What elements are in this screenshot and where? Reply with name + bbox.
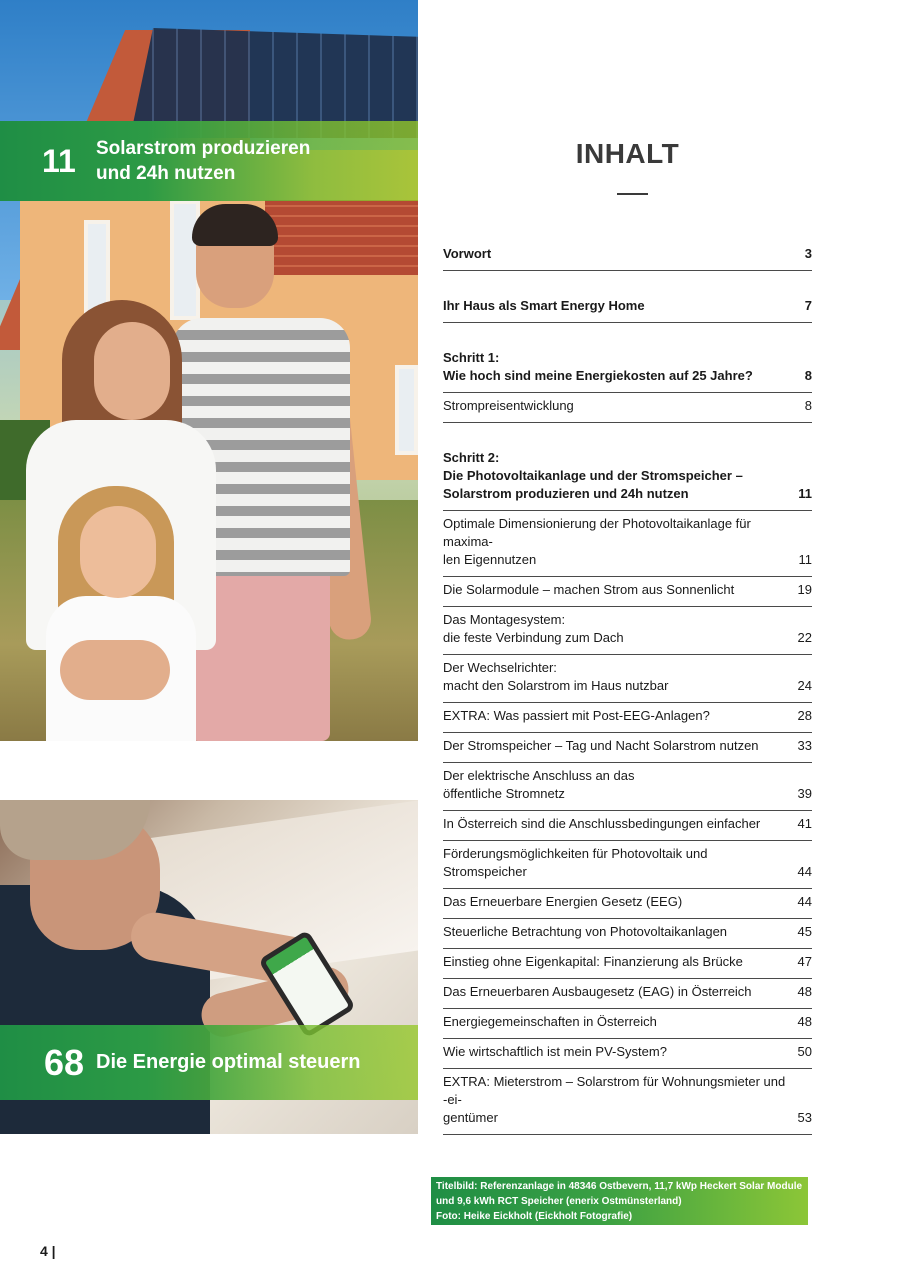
toc-entry-label: In Österreich sind die Anschlussbedingungen einfacher [443,816,761,831]
toc-entry-label: Förderungsmöglichkeiten für Photovoltaik und Stromspeicher [443,846,708,879]
toc-entry-page: 8 [804,368,812,383]
chapter-page-number: 68 [44,1041,85,1083]
toc-entry-label: Der Stromspeicher – Tag und Nacht Solarstrom nutzen [443,738,759,753]
toc-entry-label: Der elektrische Anschluss an das öffentliche Stromnetz [443,768,635,801]
man-hair [192,204,278,246]
toc-entry-page: 47 [797,954,812,969]
toc-entry-page: 41 [797,816,812,831]
photo-credit-caption [431,1177,808,1225]
toc-entry[interactable] [443,655,812,703]
girl-face [80,506,156,598]
toc-entry-page: 3 [804,246,812,261]
toc-entry-page: 44 [797,864,812,879]
toc-entry-page: 28 [797,708,812,723]
title-divider [617,193,648,195]
page-number: 4 | [40,1243,56,1259]
toc-entry-page: 24 [797,678,812,693]
toc-entry[interactable] [443,393,812,423]
toc-entry-page: 8 [804,398,812,413]
chapter-banner-title-text: Solarstrom produzieren und 24h nutzen [96,138,311,184]
toc-entry[interactable] [443,1009,812,1039]
toc-entry[interactable] [443,703,812,733]
toc-entry-page: 33 [797,738,812,753]
toc-entry-label: Steuerliche Betrachtung von Photovoltaikanlagen [443,924,728,939]
table-of-contents [443,240,812,1135]
house-window [395,365,418,455]
toc-entry-label: Ihr Haus als Smart Energy Home [443,298,645,313]
chapter-banner-energie[interactable] [0,1025,418,1100]
toc-entry-label: Das Erneuerbaren Ausbaugesetz (EAG) in Österreich [443,984,752,999]
hands [60,640,170,700]
house-roof-tiles [265,200,418,275]
toc-entry[interactable] [443,763,812,811]
toc-entry[interactable] [443,1069,812,1135]
toc-entry-page: 19 [797,582,812,597]
toc-entry-label: Wie wirtschaftlich ist mein PV-System? [443,1044,667,1059]
toc-entry[interactable] [443,511,812,577]
toc-entry[interactable] [443,841,812,889]
toc-entry-label: EXTRA: Mieterstrom – Solarstrom für Wohnungsmieter und -ei- gentümer [443,1074,786,1125]
toc-entry[interactable] [443,1039,812,1069]
toc-entry-page: 48 [797,984,812,999]
toc-entry-label: Optimale Dimensionierung der Photovoltaikanlage für maxima- len Eigennutzen [443,516,751,567]
toc-entry-label: Der Wechselrichter: macht den Solarstrom im Haus nutzbar [443,660,669,693]
caption-line: Titelbild: Referenzanlage in 48346 Ostbevern, 11,7 kWp Heckert Solar Module [436,1181,803,1192]
toc-entry[interactable] [443,811,812,841]
caption-line: Foto: Heike Eickholt (Eickholt Fotografie) [436,1211,633,1222]
chapter-page-number: 11 [42,142,76,179]
chapter-banner-title [96,136,310,186]
toc-entry[interactable] [443,345,812,393]
caption-line: und 9,6 kWh RCT Speicher (enerix Ostmünsterland) [436,1196,682,1207]
toc-entry[interactable] [443,949,812,979]
toc-entry-page: 11 [798,486,812,501]
toc-entry-page: 11 [798,552,812,567]
toc-entry[interactable] [443,607,812,655]
toc-entry-page: 22 [797,630,812,645]
toc-entry-page: 50 [797,1044,812,1059]
toc-entry[interactable] [443,240,812,271]
toc-entry-label: Strompreisentwicklung [443,398,574,413]
toc-entry[interactable] [443,577,812,607]
toc-entry-label: Energiegemeinschaften in Österreich [443,1014,657,1029]
toc-entry-page: 45 [797,924,812,939]
toc-entry-label: EXTRA: Was passiert mit Post-EEG-Anlagen? [443,708,710,723]
toc-entry[interactable] [443,979,812,1009]
family-house-photo [0,0,418,741]
chapter-banner-title: Die Energie optimal steuern [96,1051,361,1073]
toc-entry-page: 44 [797,894,812,909]
chapter-banner-solarstrom[interactable] [0,121,418,201]
toc-entry-label: Die Solarmodule – machen Strom aus Sonnenlicht [443,582,735,597]
toc-entry[interactable] [443,293,812,323]
toc-entry-label: Das Erneuerbare Energien Gesetz (EEG) [443,894,683,909]
toc-entry-label: Vorwort [443,246,492,261]
toc-entry[interactable] [443,445,812,511]
toc-entry-page: 39 [797,786,812,801]
toc-title: INHALT [575,138,680,169]
toc-entry-page: 7 [804,298,812,313]
toc-entry[interactable] [443,733,812,763]
toc-entry[interactable] [443,889,812,919]
toc-entry[interactable] [443,919,812,949]
toc-entry-page: 48 [797,1014,812,1029]
toc-entry-page: 53 [797,1110,812,1125]
toc-entry-label: Schritt 1: Wie hoch sind meine Energiekosten auf 25 Jahre? [443,350,753,383]
toc-entry-label: Einstieg ohne Eigenkapital: Finanzierung als Brücke [443,954,743,969]
toc-entry-label: Das Montagesystem: die feste Verbindung zum Dach [443,612,624,645]
toc-entry-label: Schritt 2: Die Photovoltaikanlage und der Stromspeicher – Solarstrom produzieren und 24h nutzen [443,450,743,501]
woman-face [94,322,170,420]
